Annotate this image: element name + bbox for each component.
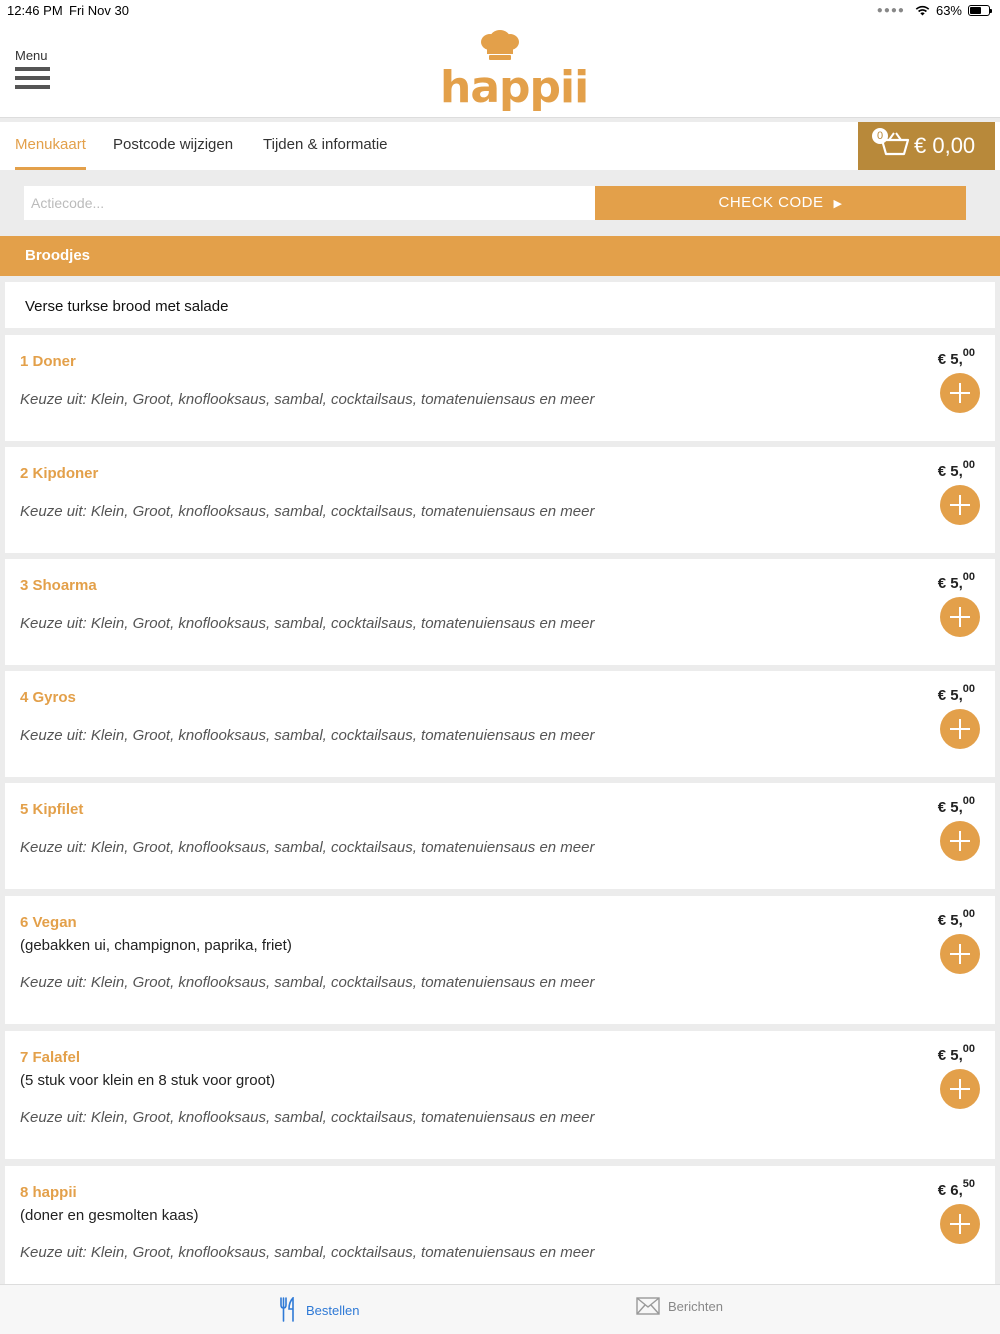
hamburger-icon-bar: [15, 85, 50, 89]
item-choices: Keuze uit: Klein, Groot, knoflooksaus, sambal, cocktailsaus, tomatenuiensaus en meer: [20, 974, 595, 991]
check-code-label: CHECK CODE: [718, 194, 824, 211]
item-subtitle: (doner en gesmolten kaas): [20, 1207, 199, 1224]
item-choices: Keuze uit: Klein, Groot, knoflooksaus, sambal, cocktailsaus, tomatenuiensaus en meer: [20, 1109, 595, 1126]
menu-button[interactable]: [15, 48, 55, 94]
promo-code-row: [24, 186, 966, 220]
item-name: 4 Gyros: [20, 689, 76, 706]
chef-hat-icon: [478, 30, 522, 64]
menu-item[interactable]: [5, 1166, 995, 1284]
menu-item[interactable]: [5, 783, 995, 889]
price-main: € 5,: [937, 575, 963, 592]
item-name: 8 happii: [20, 1184, 77, 1201]
menu-item[interactable]: [5, 447, 995, 553]
item-price: [938, 349, 975, 368]
price-cents: 00: [962, 683, 975, 695]
promo-code-input[interactable]: [24, 186, 595, 220]
price-main: € 6,: [937, 1182, 963, 1199]
price-main: € 5,: [937, 687, 963, 704]
item-subtitle: (5 stuk voor klein en 8 stuk voor groot): [20, 1072, 276, 1089]
bottom-tab-berichten[interactable]: [636, 1297, 723, 1315]
status-bar: [0, 0, 1000, 20]
hamburger-icon: [15, 67, 50, 71]
cart-total: € 0,00: [914, 133, 976, 158]
fork-knife-icon: [278, 1297, 298, 1323]
category-description: Verse turkse brood met salade: [5, 282, 995, 328]
battery-icon: [968, 5, 990, 16]
price-main: € 5,: [937, 351, 963, 368]
item-choices: Keuze uit: Klein, Groot, knoflooksaus, sambal, cocktailsaus, tomatenuiensaus en meer: [20, 727, 595, 744]
item-choices: Keuze uit: Klein, Groot, knoflooksaus, sambal, cocktailsaus, tomatenuiensaus en meer: [20, 503, 595, 520]
app-header: [0, 20, 1000, 118]
add-item-button[interactable]: [940, 709, 980, 749]
tab-menukaart[interactable]: Menukaart: [15, 122, 86, 170]
price-main: € 5,: [937, 1047, 963, 1064]
add-item-button[interactable]: [940, 597, 980, 637]
battery-level: [970, 7, 981, 14]
status-date: Fri Nov 30: [69, 3, 129, 18]
item-price: [938, 797, 975, 816]
menu-label: Menu: [15, 48, 48, 63]
check-code-button[interactable]: [595, 186, 966, 220]
item-price: [938, 461, 975, 480]
price-cents: 00: [962, 571, 975, 583]
item-name: 7 Falafel: [20, 1049, 81, 1066]
add-item-button[interactable]: [940, 485, 980, 525]
item-choices: Keuze uit: Klein, Groot, knoflooksaus, sambal, cocktailsaus, tomatenuiensaus en meer: [20, 391, 595, 408]
item-price: [938, 1045, 975, 1064]
price-cents: 00: [962, 908, 975, 920]
logo-text: happii: [440, 62, 589, 113]
bottom-tab-label: Berichten: [668, 1298, 723, 1314]
envelope-icon: [636, 1297, 660, 1315]
item-price: [938, 1180, 975, 1199]
signal-dots-icon: ●●●●: [876, 5, 905, 16]
add-item-button[interactable]: [940, 934, 980, 974]
battery-percent: 63%: [935, 3, 962, 18]
status-time: 12:46 PM: [7, 3, 63, 18]
menu-item[interactable]: [5, 671, 995, 777]
price-cents: 00: [962, 795, 975, 807]
item-name: 5 Kipfilet: [20, 801, 84, 818]
item-price: [938, 685, 975, 704]
happii-logo[interactable]: [440, 28, 589, 113]
price-main: € 5,: [937, 799, 963, 816]
bottom-tab-bestellen[interactable]: [278, 1297, 359, 1323]
price-cents: 00: [962, 459, 975, 471]
item-choices: Keuze uit: Klein, Groot, knoflooksaus, sambal, cocktailsaus, tomatenuiensaus en meer: [20, 615, 595, 632]
add-item-button[interactable]: [940, 1204, 980, 1244]
item-subtitle: (gebakken ui, champignon, paprika, friet): [20, 937, 292, 954]
tab-postcode-wijzigen[interactable]: Postcode wijzigen: [113, 136, 234, 153]
hamburger-icon-bar: [15, 76, 50, 80]
item-name: 6 Vegan: [20, 914, 77, 931]
menu-item[interactable]: [5, 559, 995, 665]
item-name: 1 Doner: [20, 353, 76, 370]
add-item-button[interactable]: [940, 1069, 980, 1109]
menu-item[interactable]: [5, 335, 995, 441]
price-cents: 50: [962, 1178, 975, 1190]
play-arrow-icon: ▶: [833, 198, 843, 210]
price-main: € 5,: [937, 912, 963, 929]
price-main: € 5,: [937, 463, 963, 480]
item-name: 3 Shoarma: [20, 577, 97, 594]
menu-item[interactable]: [5, 1031, 995, 1159]
status-right: [877, 3, 990, 18]
add-item-button[interactable]: [940, 821, 980, 861]
item-choices: Keuze uit: Klein, Groot, knoflooksaus, sambal, cocktailsaus, tomatenuiensaus en meer: [20, 1244, 595, 1261]
item-price: [938, 910, 975, 929]
cart-button[interactable]: [858, 122, 995, 170]
bottom-tab-label: Bestellen: [306, 1302, 360, 1318]
price-cents: 00: [962, 1043, 975, 1055]
wifi-icon: [915, 5, 930, 16]
category-header[interactable]: Broodjes: [0, 236, 1000, 276]
item-choices: Keuze uit: Klein, Groot, knoflooksaus, sambal, cocktailsaus, tomatenuiensaus en meer: [20, 839, 595, 856]
bottom-tab-bar: [0, 1284, 1000, 1334]
tab-tijden-informatie[interactable]: Tijden & informatie: [263, 136, 388, 153]
add-item-button[interactable]: [940, 373, 980, 413]
item-name: 2 Kipdoner: [20, 465, 99, 482]
menu-item[interactable]: [5, 896, 995, 1024]
item-price: [938, 573, 975, 592]
price-cents: 00: [962, 347, 975, 359]
cart-count-badge: 0: [872, 128, 888, 144]
tab-bar: [0, 122, 1000, 170]
